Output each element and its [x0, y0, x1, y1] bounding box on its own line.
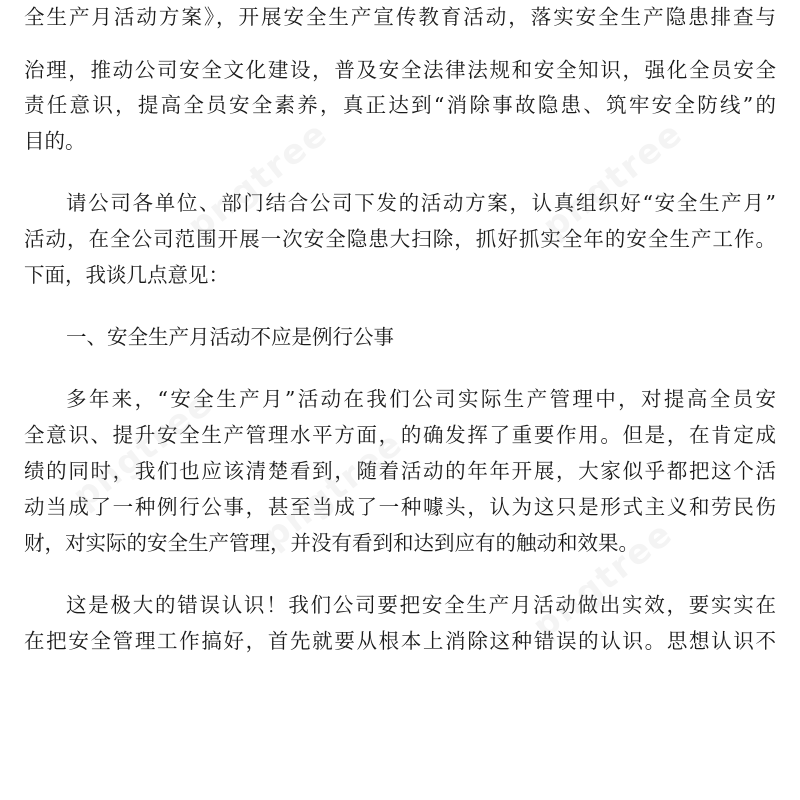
- paragraph-3-line-2: 全意识、提升安全生产管理水平方面，的确发挥了重要作用。但是，在肯定成: [24, 423, 776, 447]
- paragraph-1-line-1: 全生产月活动方案》，开展安全生产宣传教育活动，落实安全生产隐患排查与: [24, 5, 776, 29]
- paragraph-3-line-3: 绩的同时，我们也应该清楚看到，随着活动的年年开展，大家似乎都把这个活: [24, 459, 776, 483]
- paragraph-2-line-2: 活动，在全公司范围开展一次安全隐患大扫除，抓好抓实全年的安全生产工作。: [24, 227, 776, 251]
- watermark: pngtree: [255, 423, 411, 557]
- paragraph-1-line-3: 责任意识，提高全员安全素养，真正达到“消除事故隐患、筑牢安全防线”的: [24, 93, 776, 117]
- paragraph-3-line-5: 财，对实际的安全生产管理，并没有看到和达到应有的触动和效果。: [24, 531, 639, 555]
- paragraph-3-line-4: 动当成了一种例行公事，甚至当成了一种噱头，认为这只是形式主义和劳民伤: [24, 495, 776, 519]
- watermark: pngtree: [535, 113, 691, 247]
- section-heading-1: 一、安全生产月活动不应是例行公事: [66, 325, 394, 349]
- paragraph-4-line-2: 在把安全管理工作搞好，首先就要从根本上消除这种错误的认识。思想认识不: [24, 629, 776, 653]
- paragraph-1-line-4: 目的。: [24, 129, 86, 153]
- paragraph-4-line-1: 这是极大的错误认识！我们公司要把安全生产月活动做出实效，要实实在: [66, 593, 776, 617]
- paragraph-3-line-1: 多年来，“安全生产月”活动在我们公司实际生产管理中，对提高全员安: [66, 387, 776, 411]
- paragraph-1-line-2: 治理，推动公司安全文化建设，普及安全法律法规和安全知识，强化全员安全: [24, 58, 776, 82]
- watermark: pngtree: [65, 383, 221, 517]
- watermark: pngtree: [180, 113, 336, 247]
- watermark: pngtree: [525, 513, 681, 647]
- paragraph-2-line-3: 下面，我谈几点意见：: [24, 263, 229, 287]
- paragraph-2-line-1: 请公司各单位、部门结合公司下发的活动方案，认真组织好“安全生产月”: [66, 191, 776, 215]
